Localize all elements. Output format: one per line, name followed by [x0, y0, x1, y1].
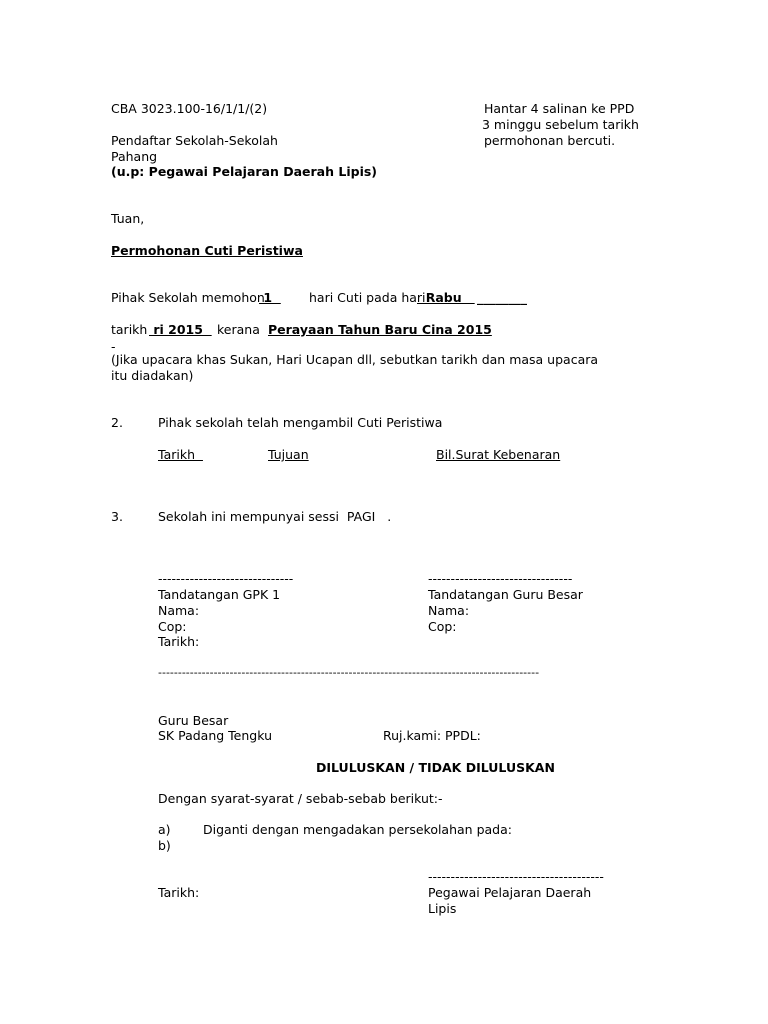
ceremony-note-line1: (Jika upacara khas Sukan, Hari Ucapan dll, sebutkan tarikh dan masa upacara: [111, 352, 599, 367]
gpk-signature-line: ------------------------------: [158, 571, 294, 586]
headmaster-signature-line: --------------------------------: [428, 571, 573, 586]
instruction-note-line2: 3 minggu sebelum tarikh: [482, 117, 639, 132]
reply-addressee-line1: Guru Besar: [158, 713, 229, 728]
item3-number: 3.: [111, 509, 123, 524]
request-days-value: 1: [259, 290, 281, 305]
item2-text: Pihak sekolah telah mengambil Cuti Peristiwa: [158, 415, 443, 430]
section-separator: ------------------------------------------------------------------------------------------------: [158, 666, 540, 679]
subject-title: Permohonan Cuti Peristiwa: [111, 243, 303, 258]
decision-heading: DILULUSKAN / TIDAK DILULUSKAN: [316, 760, 555, 775]
recipient-attention: (u.p: Pegawai Pelajaran Daerah Lipis): [111, 164, 378, 179]
conditions-intro: Dengan syarat-syarat / sebab-sebab berikut:-: [158, 791, 443, 806]
item3-text: Sekolah ini mempunyai sessi PAGI .: [158, 509, 392, 524]
date-value: ri 2015: [149, 322, 212, 337]
condition-a-label: a): [158, 822, 171, 837]
gpk-date-label: Tarikh:: [158, 634, 200, 649]
reference-number: CBA 3023.100-16/1/1/(2): [111, 101, 268, 116]
column-date-header: Tarikh: [158, 447, 203, 462]
headmaster-name-label: Nama:: [428, 603, 470, 618]
officer-title-line1: Pegawai Pelajaran Daerah: [428, 885, 592, 900]
reason-value: Perayaan Tahun Baru Cina 2015: [268, 322, 492, 337]
headmaster-cop-label: Cop:: [428, 619, 457, 634]
request-day-name: Rabu: [417, 290, 475, 305]
instruction-note-line1: Hantar 4 salinan ke PPD: [484, 101, 635, 116]
reply-reference: Ruj.kami: PPDL:: [383, 728, 481, 743]
condition-a-text: Diganti dengan mengadakan persekolahan pada:: [203, 822, 512, 837]
reason-label: kerana: [217, 322, 260, 337]
request-prefix: Pihak Sekolah memohon: [111, 290, 265, 305]
gpk-cop-label: Cop:: [158, 619, 187, 634]
column-purpose-header: Tujuan: [268, 447, 309, 462]
date-label: tarikh: [111, 322, 148, 337]
recipient-line2: Pahang: [111, 149, 158, 164]
gpk-name-label: Nama:: [158, 603, 200, 618]
reply-addressee-line2: SK Padang Tengku: [158, 728, 273, 743]
request-middle-text: hari Cuti pada hari: [309, 290, 426, 305]
item2-number: 2.: [111, 415, 123, 430]
ceremony-note-line2: itu diadakan): [111, 368, 194, 383]
request-day-blank: ________: [477, 290, 527, 305]
dash-mark: -: [111, 339, 116, 354]
column-letter-header: Bil.Surat Kebenaran: [436, 447, 561, 462]
officer-signature-line: ---------------------------------------: [428, 869, 604, 884]
condition-b-label: b): [158, 838, 171, 853]
salutation: Tuan,: [111, 211, 145, 226]
gpk-signature-title: Tandatangan GPK 1: [158, 587, 281, 602]
officer-title-line2: Lipis: [428, 901, 457, 916]
instruction-note-line3: permohonan bercuti.: [484, 133, 616, 148]
recipient-line1: Pendaftar Sekolah-Sekolah: [111, 133, 278, 148]
reply-date-label: Tarikh:: [158, 885, 200, 900]
headmaster-signature-title: Tandatangan Guru Besar: [428, 587, 583, 602]
